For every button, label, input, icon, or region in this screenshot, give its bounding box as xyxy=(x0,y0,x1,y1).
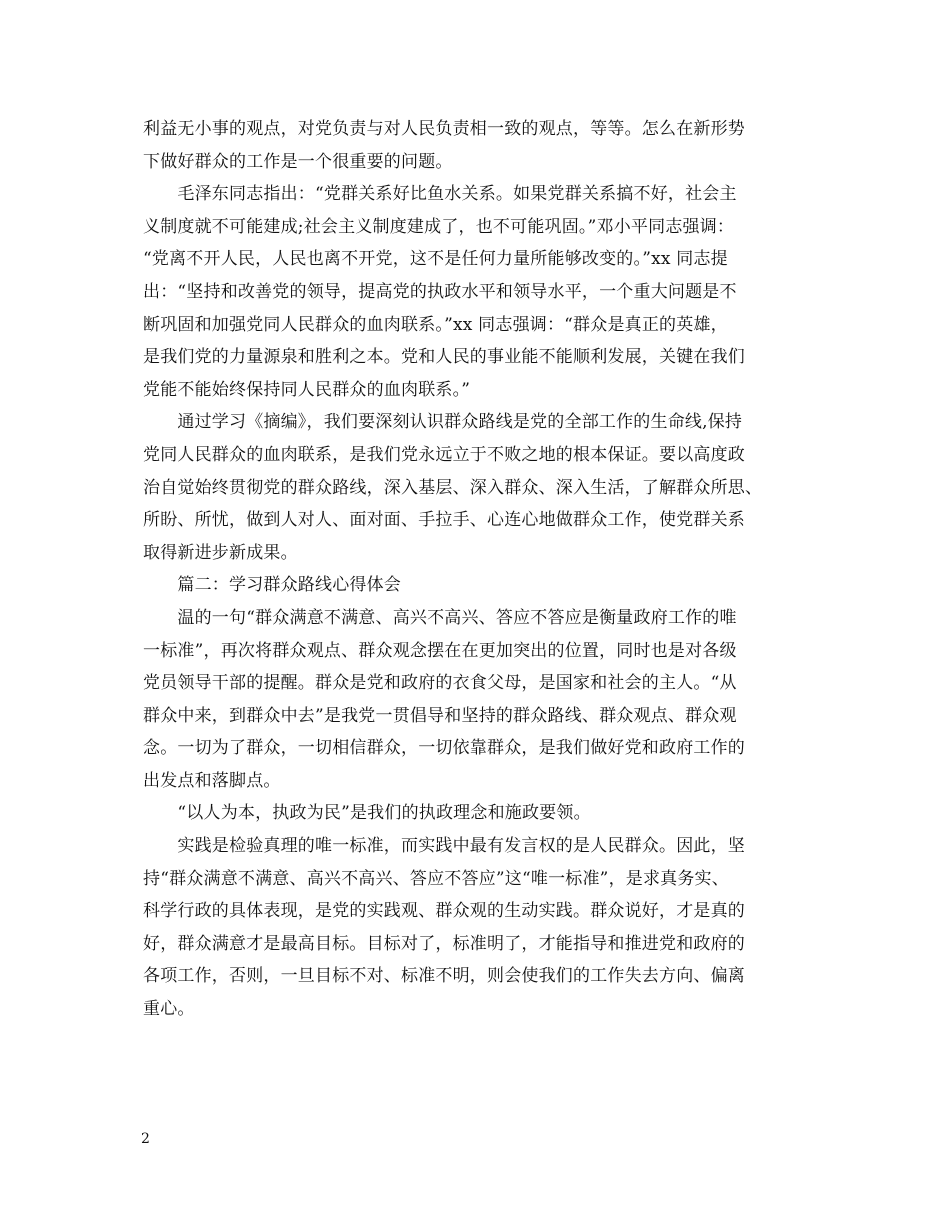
body-text xyxy=(143,113,813,1026)
page-number: 2 xyxy=(141,1131,150,1147)
text-line: 念。一切为了群众，一切相信群众，一切依靠群众，是我们做好党和政府工作的 xyxy=(143,738,745,759)
section-heading: 篇二：学习群众路线心得体会 xyxy=(143,575,401,596)
text-line: 毛泽东同志指出：“党群关系好比鱼水关系。如果党群关系搞不好，社会主 xyxy=(143,184,737,205)
text-line: 出发点和落脚点。 xyxy=(143,770,281,791)
text-line: 一标准”，再次将群众观点、群众观念摆在在更加突出的位置，同时也是对各级 xyxy=(143,640,737,661)
text-line: 下做好群众的工作是一个很重要的问题。 xyxy=(143,151,453,172)
text-line: 党员领导干部的提醒。群众是党和政府的衣食父母，是国家和社会的主人。“从 xyxy=(143,673,737,694)
text-line: 出：“坚持和改善党的领导，提高党的执政水平和领导水平，一个重大问题是不 xyxy=(143,281,737,302)
text-line: 义制度就不可能建成;社会主义制度建成了，也不可能巩固。”邓小平同志强调： xyxy=(143,216,735,237)
text-line: 党同人民群众的血肉联系，是我们党永远立于不败之地的根本保证。要以高度政 xyxy=(143,444,745,465)
text-line: 通过学习《摘编》，我们要深刻认识群众路线是党的全部工作的生命线,保持 xyxy=(143,412,743,433)
text-line: 群众中来，到群众中去”是我党一贯倡导和坚持的群众路线、群众观点、群众观 xyxy=(143,705,737,726)
text-line: 党能不能始终保持同人民群众的血肉联系。” xyxy=(143,379,471,400)
text-line: 好，群众满意才是最高目标。目标对了，标准明了，才能指导和推进党和政府的 xyxy=(143,933,745,954)
text-line: “党离不开人民，人民也离不开党，这不是任何力量所能够改变的。”xx 同志提 xyxy=(143,249,728,270)
text-line: 取得新进步新成果。 xyxy=(143,542,298,563)
text-line: 重心。 xyxy=(143,999,195,1020)
text-line: 科学行政的具体表现，是党的实践观、群众观的生动实践。群众说好，才是真的 xyxy=(143,901,745,922)
text-line: 治自觉始终贯彻党的群众路线，深入基层、深入群众、深入生活，了解群众所思、 xyxy=(143,477,763,498)
text-line: 实践是检验真理的唯一标准，而实践中最有发言权的是人民群众。因此，坚 xyxy=(143,836,745,857)
text-line: 各项工作，否则，一旦目标不对、标准不明，则会使我们的工作失去方向、偏离 xyxy=(143,966,745,987)
text-line: 所盼、所忧，做到人对人、面对面、手拉手、心连心地做群众工作，使党群关系 xyxy=(143,510,745,531)
text-line: 温的一句“群众满意不满意、高兴不高兴、答应不答应是衡量政府工作的唯 xyxy=(143,607,737,628)
text-line: 是我们党的力量源泉和胜利之本。党和人民的事业能不能顺利发展，关键在我们 xyxy=(143,347,745,368)
text-line: 断巩固和加强党同人民群众的血肉联系。”xx 同志强调：“群众是真正的英雄， xyxy=(143,314,728,335)
text-line: “以人为本，执政为民”是我们的执政理念和施政要领。 xyxy=(143,803,591,824)
text-line: 利益无小事的观点，对党负责与对人民负责相一致的观点，等等。怎么在新形势 xyxy=(143,119,745,139)
text-line: 持“群众满意不满意、高兴不高兴、答应不答应”这“唯一标准”，是求真务实、 xyxy=(143,868,729,889)
